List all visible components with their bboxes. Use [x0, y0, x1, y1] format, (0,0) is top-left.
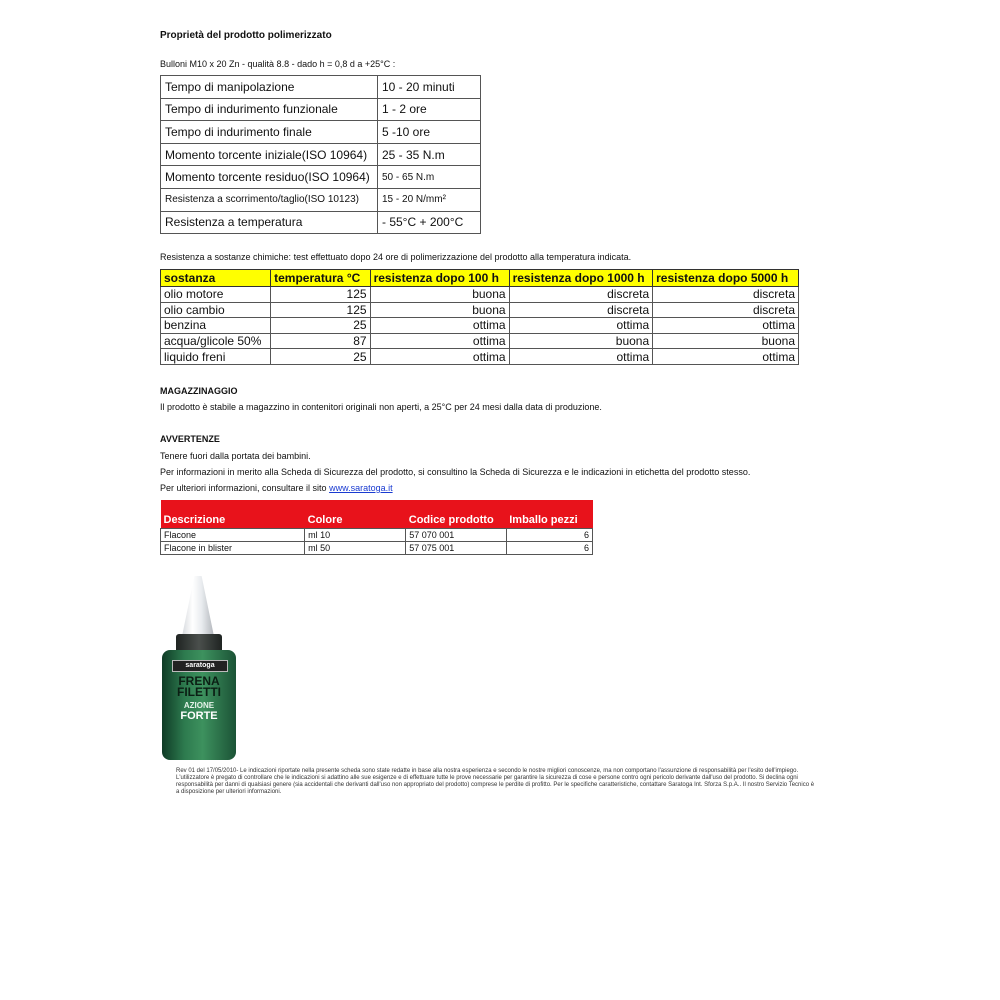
property-value: - 55°C + 200°C: [378, 211, 481, 234]
properties-row: [161, 98, 481, 121]
pack-header-cell: Imballo pezzi: [506, 500, 592, 529]
chem-header-cell: resistenza dopo 100 h: [370, 270, 509, 287]
chem-cell: buona: [509, 333, 653, 349]
chem-cell: benzina: [161, 318, 271, 334]
pack-cell: ml 10: [305, 529, 406, 542]
website-link[interactable]: www.saratoga.it: [329, 483, 393, 493]
table-row: [161, 302, 799, 318]
properties-row: [161, 166, 481, 189]
chem-cell: 25: [271, 349, 370, 365]
property-value: 25 - 35 N.m: [378, 143, 481, 166]
table-row: [161, 287, 799, 303]
pack-header-cell: Descrizione: [161, 500, 305, 529]
legal-footer: Rev 01 del 17/05/2010- Le indicazioni riportate nella presente scheda sono state redatte in base alla nostra esperienza e secondo le nostre migliori conoscenze, ma non comportano l'assunzione di responsabilità per l'esito dell'impiego. L'utilizzatore è pregato di controllare che le indicazioni si adattino alle sue esigenze e di effettuare tutte le prove necessarie per garantire la sicurezza di cose e persone contro ogni pericolo derivante dall'uso del prodotto. Si declina ogni responsabilità per danni di qualsiasi genere (sia accidentali che derivanti dall'uso non appropriato del prodotto) comprese le perdite di profitto. Per le specifiche caratteristiche, contattare Saratoga Int. Sforza S.p.A.. Il nostro Servizio Tecnico è a disposizione per ulteriori informazioni.: [176, 768, 815, 795]
property-label: Tempo di indurimento funzionale: [161, 98, 378, 121]
storage-heading: MAGAZZINAGGIO: [160, 386, 238, 396]
chemical-intro: Resistenza a sostanze chimiche: test effettuato dopo 24 ore di polimerizzazione del prodotto alla temperatura indicata.: [160, 252, 632, 262]
properties-row: [161, 211, 481, 234]
chem-cell: discreta: [653, 287, 799, 303]
chemical-resistance-table: [160, 269, 799, 365]
chem-cell: 25: [271, 318, 370, 334]
properties-row: [161, 143, 481, 166]
chem-header-cell: resistenza dopo 5000 h: [653, 270, 799, 287]
warning-children: Tenere fuori dalla portata dei bambini.: [160, 451, 311, 461]
pack-cell: 6: [506, 529, 592, 542]
property-label: Momento torcente residuo(ISO 10964): [161, 166, 378, 189]
pack-header-cell: Codice prodotto: [406, 500, 506, 529]
chem-cell: olio motore: [161, 287, 271, 303]
chem-cell: acqua/glicole 50%: [161, 333, 271, 349]
table-row: [161, 349, 799, 365]
properties-table: [160, 75, 481, 234]
property-label: Resistenza a temperatura: [161, 211, 378, 234]
chem-cell: ottima: [653, 318, 799, 334]
chem-cell: 125: [271, 302, 370, 318]
pack-cell: Flacone: [161, 529, 305, 542]
chem-cell: buona: [370, 302, 509, 318]
chem-cell: buona: [370, 287, 509, 303]
chem-cell: discreta: [653, 302, 799, 318]
more-info-text: Per ulteriori informazioni, consultare il sito: [160, 483, 330, 493]
properties-row: [161, 188, 481, 211]
packaging-table: [160, 500, 593, 555]
chem-cell: olio cambio: [161, 302, 271, 318]
bottle-label-action: AZIONE: [183, 701, 215, 710]
pack-cell: 57 075 001: [406, 542, 506, 555]
warning-more-info: [160, 483, 393, 493]
chem-cell: ottima: [370, 318, 509, 334]
bottle-label-name: FRENA FILETTI: [177, 674, 221, 699]
bottle-label-strength: FORTE: [180, 710, 218, 722]
chem-cell: ottima: [509, 318, 653, 334]
pack-cell: 57 070 001: [406, 529, 506, 542]
property-label: Tempo di manipolazione: [161, 76, 378, 99]
property-label: Resistenza a scorrimento/taglio(ISO 10123): [161, 188, 378, 211]
chem-cell: ottima: [653, 349, 799, 365]
property-value: 1 - 2 ore: [378, 98, 481, 121]
pack-cell: Flacone in blister: [161, 542, 305, 555]
property-label: Momento torcente iniziale(ISO 10964): [161, 143, 378, 166]
test-condition: Bulloni M10 x 20 Zn - qualità 8.8 - dado h = 0,8 d a +25°C :: [160, 59, 396, 69]
chem-cell: discreta: [509, 302, 653, 318]
property-value: 50 - 65 N.m: [378, 166, 481, 189]
warning-safety-sheet: Per informazioni in merito alla Scheda di Sicurezza del prodotto, si consultino la Scheda di Sicurezza e le indicazioni in etichetta del prodotto stesso.: [160, 467, 751, 477]
chem-header-cell: resistenza dopo 1000 h: [509, 270, 653, 287]
chem-cell: liquido freni: [161, 349, 271, 365]
property-label: Tempo di indurimento finale: [161, 121, 378, 144]
table-row: [161, 318, 799, 334]
bottle-brand-logo: saratoga: [172, 660, 228, 672]
pack-cell: ml 50: [305, 542, 406, 555]
chem-cell: ottima: [370, 333, 509, 349]
property-value: 10 - 20 minuti: [378, 76, 481, 99]
properties-row: [161, 76, 481, 99]
property-value: 15 - 20 N/mm²: [378, 188, 481, 211]
table-row: [161, 529, 593, 542]
pack-cell: 6: [506, 542, 592, 555]
chem-cell: ottima: [509, 349, 653, 365]
warnings-heading: AVVERTENZE: [160, 434, 220, 444]
property-value: 5 -10 ore: [378, 121, 481, 144]
chem-cell: buona: [653, 333, 799, 349]
table-row: [161, 333, 799, 349]
pack-header-cell: Colore: [305, 500, 406, 529]
table-row: [161, 542, 593, 555]
properties-row: [161, 121, 481, 144]
chem-cell: ottima: [370, 349, 509, 365]
properties-heading: Proprietà del prodotto polimerizzato: [160, 30, 332, 41]
storage-text: Il prodotto è stabile a magazzino in contenitori originali non aperti, a 25°C per 24 mesi dalla data di produzione.: [160, 402, 602, 412]
chem-header-cell: sostanza: [161, 270, 271, 287]
chem-cell: 125: [271, 287, 370, 303]
chem-cell: 87: [271, 333, 370, 349]
chem-header-cell: temperatura °C: [271, 270, 370, 287]
product-bottle-image: [162, 576, 236, 760]
chem-cell: discreta: [509, 287, 653, 303]
